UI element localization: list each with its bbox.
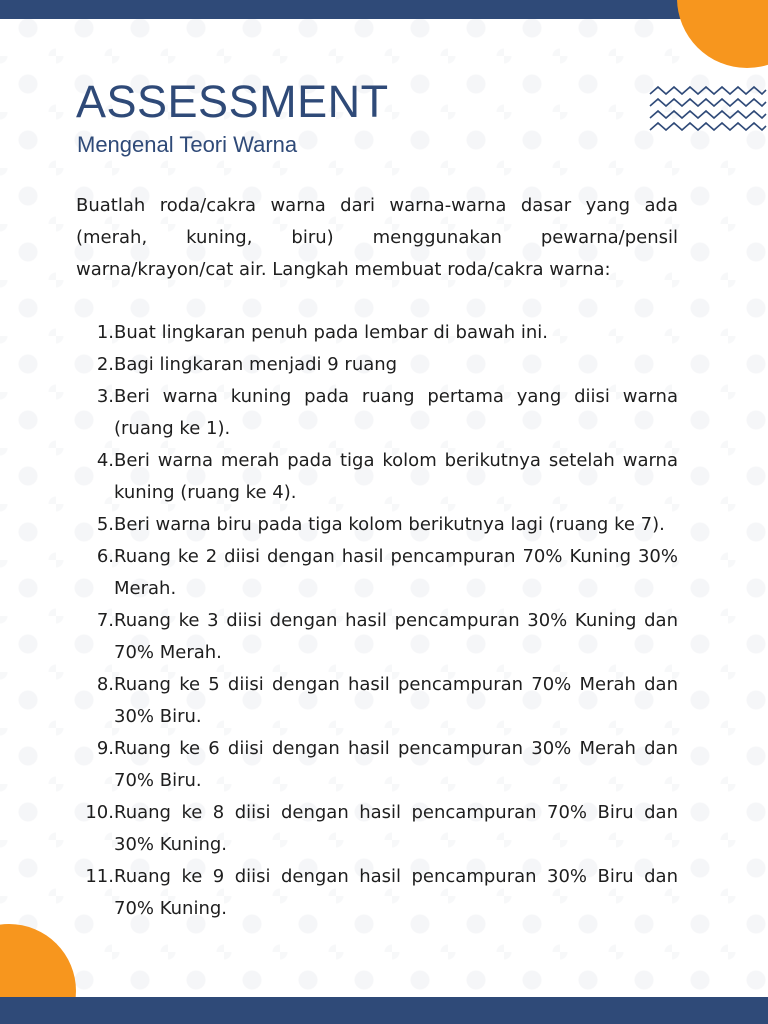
step-number: 8. [96, 674, 114, 695]
step-text: Ruang ke 9 diisi dengan hasil pencampuran 30% Biru dan 70% Kuning. [114, 866, 678, 919]
page-subtitle: Mengenal Teori Warna [77, 132, 298, 157]
step-number: 11. [85, 866, 114, 887]
step-text: Ruang ke 3 diisi dengan hasil pencampuran 30% Kuning dan 70% Merah. [114, 610, 678, 663]
step-number: 5. [96, 514, 114, 535]
step-item [76, 381, 678, 445]
steps-list [76, 317, 678, 925]
step-item [76, 733, 678, 797]
step-text: Ruang ke 8 diisi dengan hasil pencampuran 70% Biru dan 30% Kuning. [114, 802, 678, 855]
step-text: Ruang ke 5 diisi dengan hasil pencampuran 70% Merah dan 30% Biru. [114, 674, 678, 727]
step-number: 3. [96, 386, 114, 407]
step-text: Buat lingkaran penuh pada lembar di bawah ini. [114, 322, 548, 343]
step-text: Beri warna biru pada tiga kolom berikutnya lagi (ruang ke 7). [114, 514, 665, 535]
zigzag-pattern [648, 82, 768, 138]
intro-paragraph: Buatlah roda/cakra warna dari warna-warna dasar yang ada (merah, kuning, biru) menggunakan pewarna/pensil warna/krayon/cat air. Langkah membuat roda/cakra warna: [76, 195, 678, 280]
step-item [76, 861, 678, 925]
step-text: Beri warna merah pada tiga kolom berikutnya setelah warna kuning (ruang ke 4). [114, 450, 678, 503]
step-number: 4. [96, 450, 114, 471]
step-text: Ruang ke 6 diisi dengan hasil pencampuran 30% Merah dan 70% Biru. [114, 738, 678, 791]
page-title: ASSESSMENT [76, 76, 389, 127]
step-item [76, 605, 678, 669]
top-bar [0, 0, 768, 19]
step-number: 1. [96, 322, 114, 343]
step-number: 6. [96, 546, 114, 567]
step-item [76, 541, 678, 605]
step-text: Bagi lingkaran menjadi 9 ruang [114, 354, 398, 375]
step-number: 2. [96, 354, 114, 375]
step-item [76, 669, 678, 733]
step-item [76, 509, 678, 541]
step-item [76, 445, 678, 509]
step-number: 9. [96, 738, 114, 759]
step-number: 10. [85, 802, 114, 823]
step-number: 7. [96, 610, 114, 631]
step-item [76, 349, 678, 381]
step-text: Beri warna kuning pada ruang pertama yang diisi warna (ruang ke 1). [114, 386, 678, 439]
orange-circle-top-right [677, 0, 768, 68]
bottom-bar [0, 997, 768, 1024]
step-item [76, 317, 678, 349]
step-item [76, 797, 678, 861]
step-text: Ruang ke 2 diisi dengan hasil pencampuran 70% Kuning 30% Merah. [114, 546, 678, 599]
